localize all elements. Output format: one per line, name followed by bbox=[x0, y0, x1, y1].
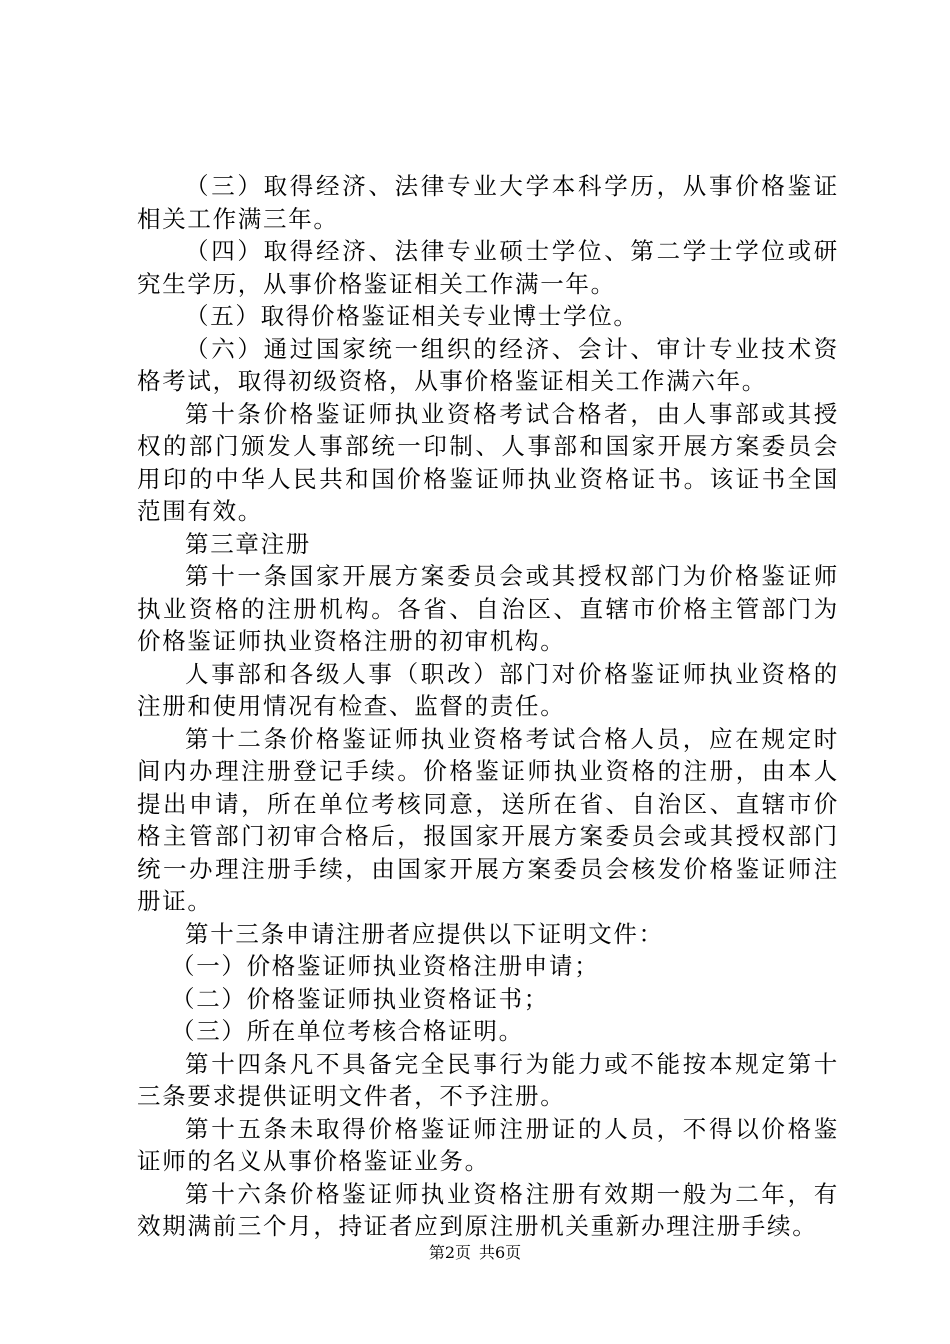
paragraph: 第十三条申请注册者应提供以下证明文件： bbox=[185, 919, 664, 948]
paragraph: （六）通过国家统一组织的经济、会计、审计专业技术资格考试，取得初级资格，从事价格鉴证相关工作满六年。 bbox=[137, 334, 839, 395]
list-item: （一）价格鉴证师执业资格注册申请； bbox=[171, 952, 600, 980]
paragraph: （四）取得经济、法律专业硕士学位、第二学士学位或研究生学历，从事价格鉴证相关工作满一年。 bbox=[137, 237, 839, 298]
chapter-heading: 第三章注册 bbox=[185, 529, 311, 558]
page-footer bbox=[0, 1243, 950, 1263]
paragraph: （三）取得经济、法律专业大学本科学历，从事价格鉴证相关工作满三年。 bbox=[137, 172, 839, 233]
page-total: 共6页 bbox=[479, 1243, 522, 1262]
paragraph: 第十四条凡不具备完全民事行为能力或不能按本规定第十三条要求提供证明文件者，不予注册。 bbox=[137, 1049, 839, 1110]
paragraph: 人事部和各级人事（职改）部门对价格鉴证师执业资格的注册和使用情况有检查、监督的责任。 bbox=[137, 659, 839, 720]
paragraph: 第十条价格鉴证师执业资格考试合格者，由人事部或其授权的部门颁发人事部统一印制、人事部和国家开展方案委员会用印的中华人民共和国价格鉴证师执业资格证书。该证书全国范围有效。 bbox=[137, 399, 839, 525]
document-body bbox=[137, 170, 839, 1243]
page-number: 第2页 bbox=[428, 1243, 471, 1262]
paragraph: 第十五条未取得价格鉴证师注册证的人员，不得以价格鉴证师的名义从事价格鉴证业务。 bbox=[137, 1114, 839, 1175]
paragraph: 第十二条价格鉴证师执业资格考试合格人员，应在规定时间内办理注册登记手续。价格鉴证师执业资格的注册，由本人提出申请，所在单位考核同意，送所在省、自治区、直辖市价格主管部门初审合格后，报国家开展方案委员会或其授权部门统一办理注册手续，由国家开展方案委员会核发价格鉴证师注册证。 bbox=[137, 724, 839, 915]
paragraph: 第十一条国家开展方案委员会或其授权部门为价格鉴证师执业资格的注册机构。各省、自治区、直辖市价格主管部门为价格鉴证师执业资格注册的初审机构。 bbox=[137, 562, 839, 655]
list-item: （二）价格鉴证师执业资格证书； bbox=[171, 984, 549, 1013]
paragraph: 第十六条价格鉴证师执业资格注册有效期一般为二年，有效期满前三个月，持证者应到原注册机关重新办理注册手续。 bbox=[137, 1179, 839, 1240]
paragraph: （五）取得价格鉴证相关专业博士学位。 bbox=[185, 302, 639, 330]
list-item: （三）所在单位考核合格证明。 bbox=[171, 1017, 524, 1045]
